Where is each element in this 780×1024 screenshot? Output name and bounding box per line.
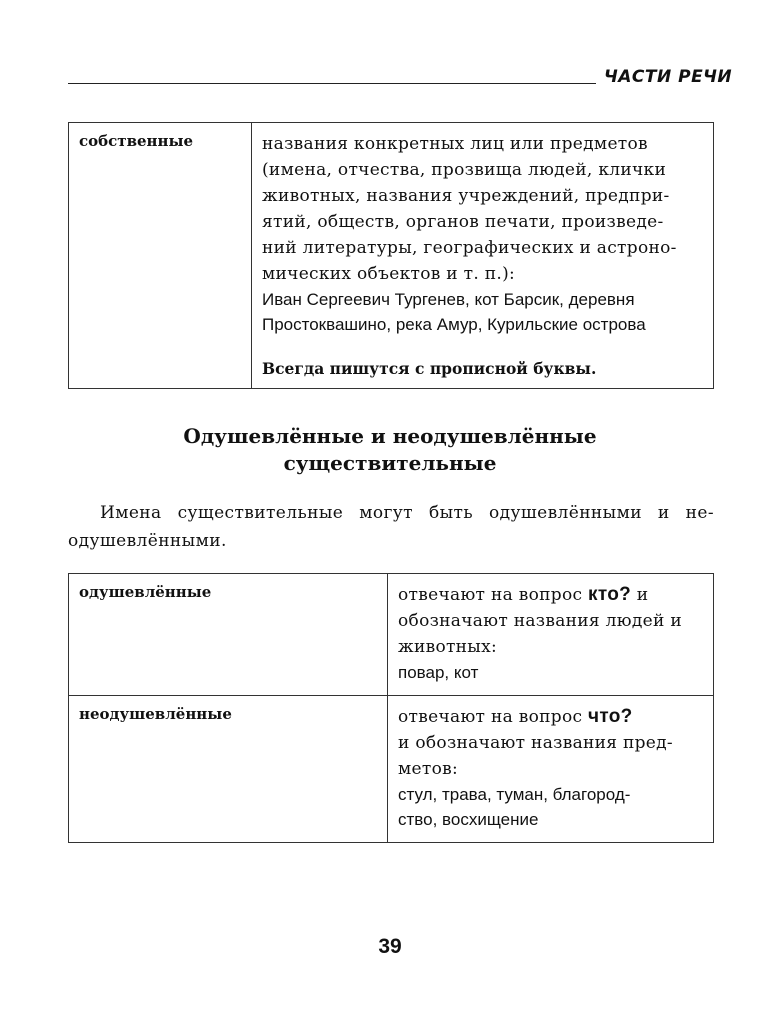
description-line: животных: [398, 637, 498, 657]
page-number: 39 [378, 935, 402, 958]
intro-paragraph: Имена существительные могут быть одушевлёнными и не-одушевлёнными. [68, 503, 714, 551]
example-text [398, 660, 703, 685]
term-cell [69, 696, 388, 843]
example-line: повар, кот [398, 663, 479, 682]
question-keyword: что? [588, 706, 633, 727]
example-line: Простоквашино, река Амур, Курильские острова [262, 315, 646, 334]
description-line: ний литературы, географических и астроно- [262, 238, 677, 258]
running-header: ЧАСТИ РЕЧИ [604, 67, 733, 87]
example-line: ство, восхищение [398, 810, 539, 829]
description-cell [388, 574, 714, 696]
example-line: Иван Сергеевич Тургенев, кот Барсик, деревня [262, 290, 635, 309]
description-line: метов: [398, 759, 459, 779]
description-text [398, 704, 703, 782]
table-row [69, 574, 714, 696]
description-line: отвечают на вопрос что? [398, 706, 633, 727]
example-text [398, 782, 703, 832]
description-line: (имена, отчества, прозвища людей, клички [262, 160, 667, 180]
term-cell [69, 574, 388, 696]
heading-line: существительные [283, 451, 497, 475]
heading-line: Одушевлённые и неодушевлённые [183, 424, 597, 448]
term-label: неодушевлённые [79, 705, 232, 723]
term-label: собственные [79, 132, 194, 150]
header-rule [68, 83, 596, 84]
example-line: стул, трава, туман, благород- [398, 785, 631, 804]
example-text [262, 287, 703, 337]
description-line: отвечают на вопрос кто? и [398, 584, 649, 605]
term-cell [69, 123, 252, 389]
description-line: животных, названия учреждений, предпри- [262, 186, 670, 206]
table-row [69, 696, 714, 843]
proper-nouns-table [68, 122, 714, 389]
description-text [262, 131, 703, 287]
description-cell [388, 696, 714, 843]
rule-note: Всегда пишутся с прописной буквы. [262, 359, 597, 378]
description-line: и обозначают названия пред- [398, 733, 673, 753]
term-label: одушевлённые [79, 583, 212, 601]
section-heading [0, 423, 780, 477]
description-line: названия конкретных лиц или предметов [262, 134, 648, 154]
description-line: обозначают названия людей и [398, 611, 682, 631]
description-line: ятий, обществ, органов печати, произведе- [262, 212, 664, 232]
description-cell [252, 123, 714, 389]
animacy-table [68, 573, 714, 843]
description-line: мических объектов и т. п.): [262, 264, 516, 284]
question-keyword: кто? [588, 584, 632, 605]
table-row [69, 123, 714, 389]
description-text [398, 582, 703, 660]
